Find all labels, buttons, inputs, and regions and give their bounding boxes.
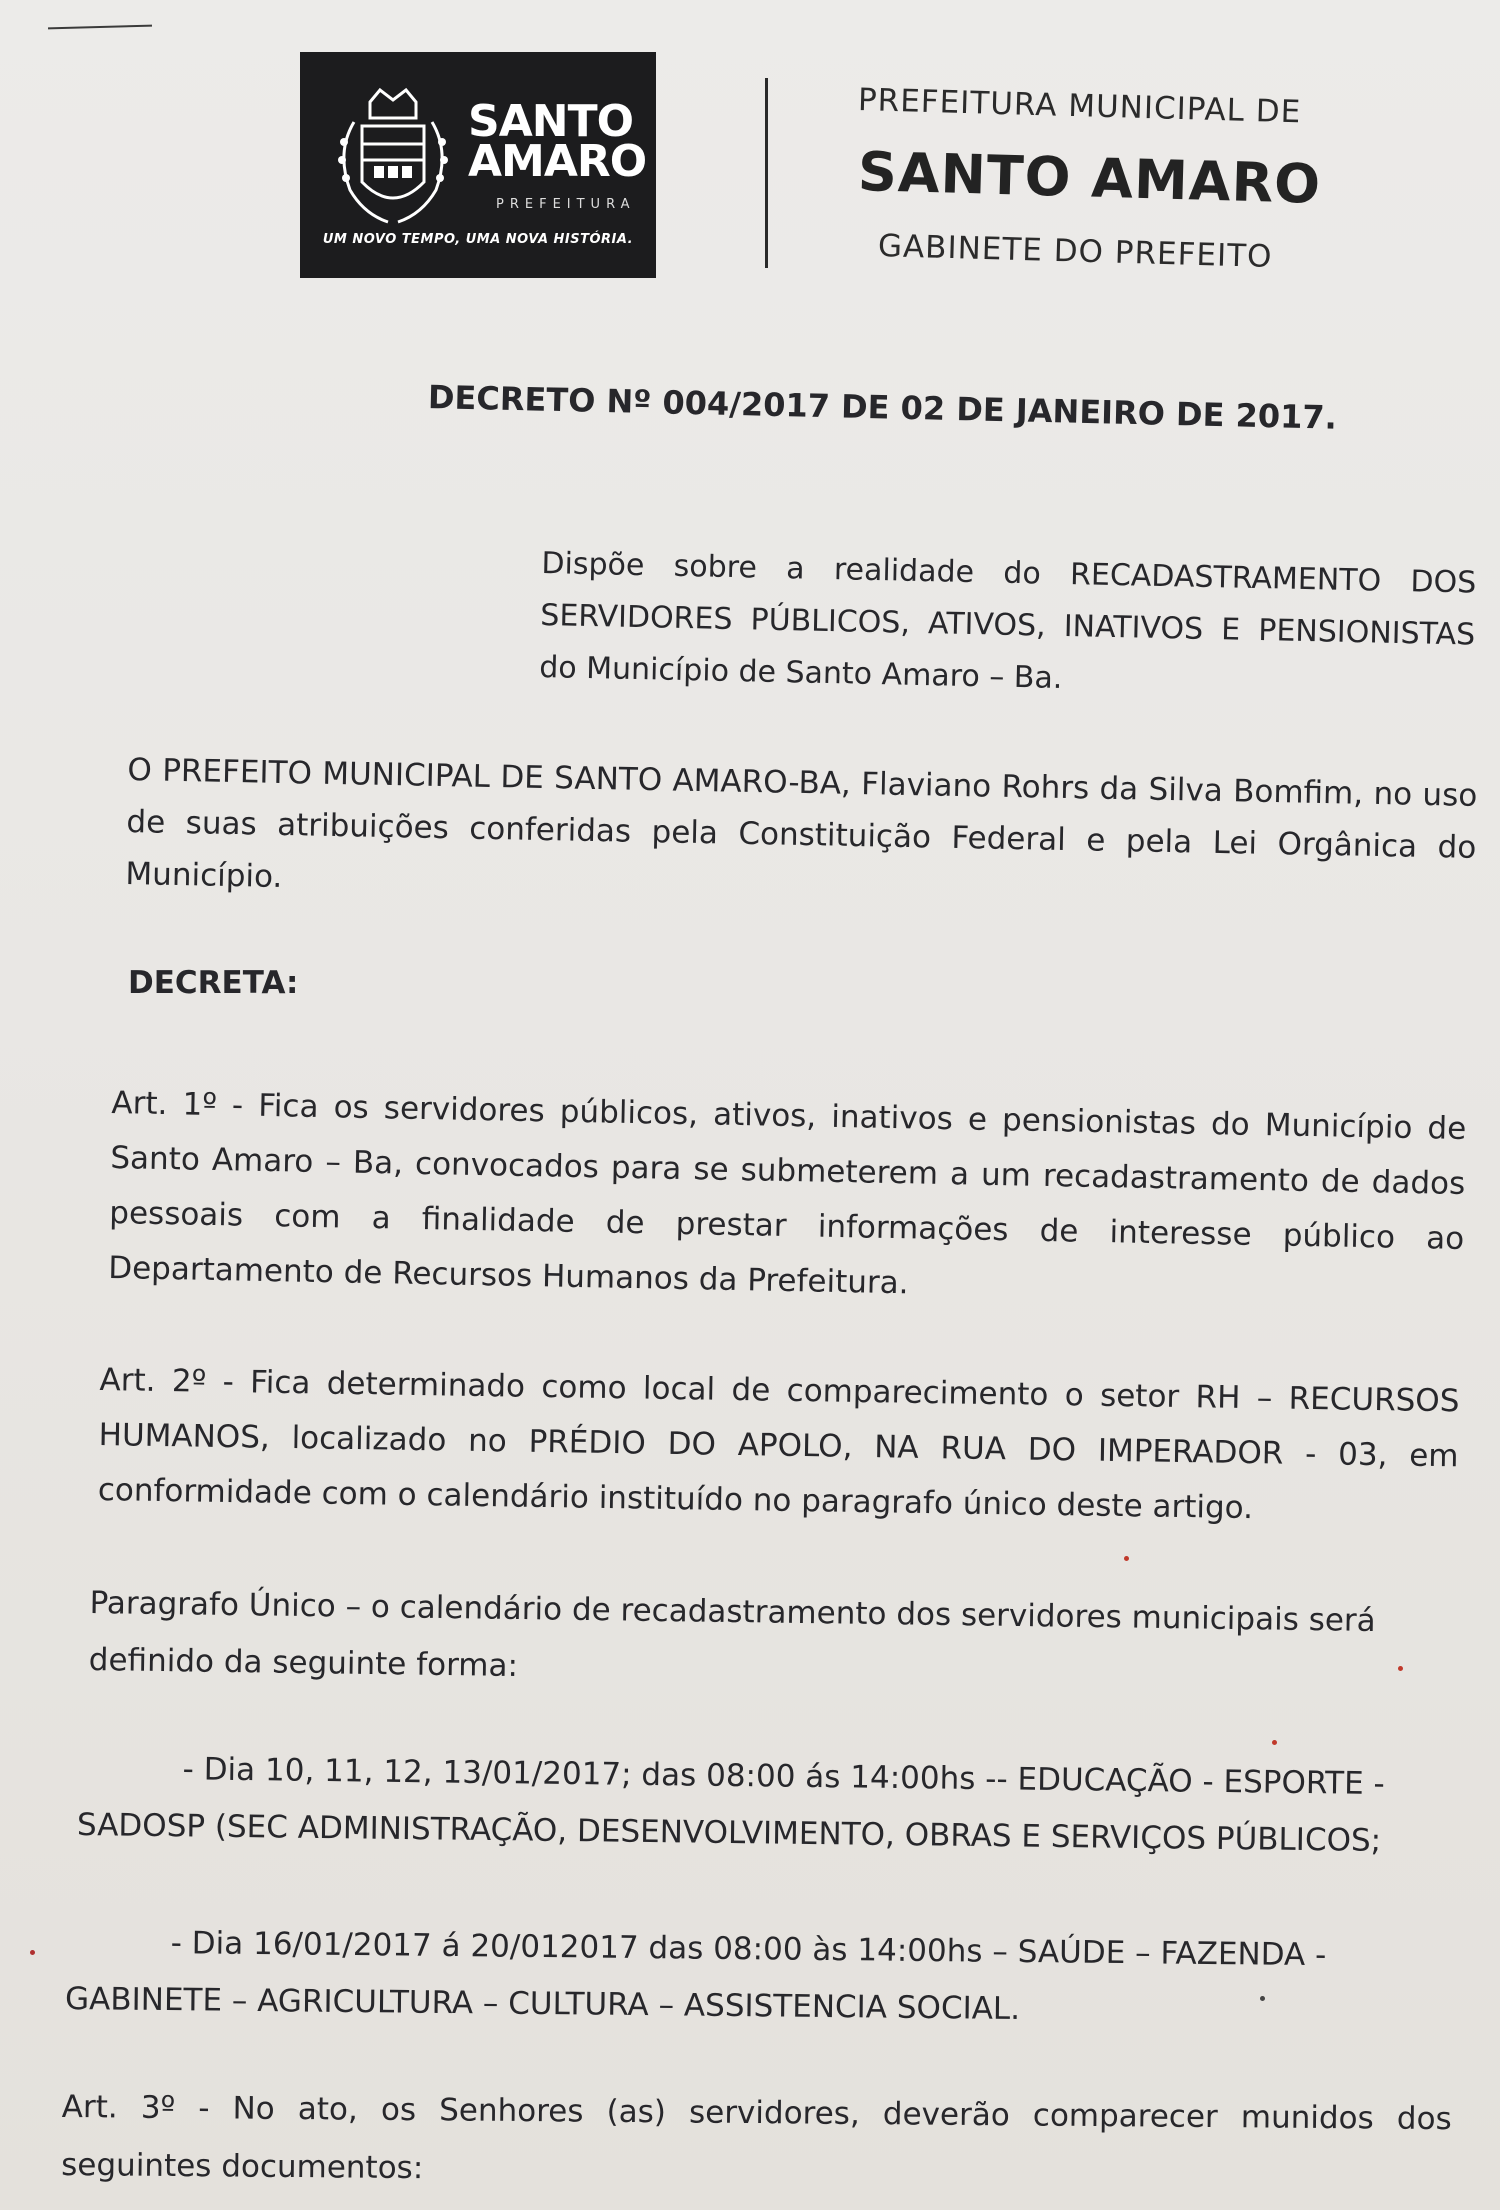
paper-speck (1260, 1996, 1265, 2001)
paper-speck (1124, 1556, 1129, 1561)
schedule-item-2-line1: - Dia 16/01/2017 á 20/012017 das 08:00 às 14:00hs – SAÚDE – FAZENDA - (170, 1925, 1327, 1974)
decree-preamble: O PREFEITO MUNICIPAL DE SANTO AMARO-BA, Flaviano Rohrs da Silva Bomfim, no uso de suas atribuições conferidas pela Constituição Federal e pela Lei Orgânica do Município. (125, 751, 1478, 895)
logo-subtitle: PREFEITURA (496, 197, 636, 212)
decree-title: DECRETO Nº 004/2017 DE 02 DE JANEIRO DE 2017. (427, 378, 1338, 437)
paper-speck (1398, 1666, 1403, 1671)
logo-name (468, 96, 648, 187)
schedule-item-1-line2: SADOSP (SEC ADMINISTRAÇÃO, DESENVOLVIMENTO, OBRAS E SERVIÇOS PÚBLICOS; (76, 1806, 1382, 1859)
schedule-item-2 (65, 1914, 1456, 2043)
article-2: Art. 2º - Fica determinado como local de comparecimento o setor RH – RECURSOS HUMANOS, localizado no PRÉDIO DO APOLO, NA RUA DO IMPERADOR - 03, em conformidade com o calendário instituído no paragrafo único deste artigo. (97, 1361, 1460, 1527)
paper-speck (30, 1950, 35, 1955)
pen-mark (48, 25, 152, 30)
org-department: GABINETE DO PREFEITO (877, 228, 1273, 276)
decree-ementa: Dispõe sobre a realidade do RECADASTRAMENTO DOS SERVIDORES PÚBLICOS, ATIVOS, INATIVOS E PENSIONISTAS do Município de Santo Amaro – Ba. (538, 545, 1477, 696)
article-3: Art. 3º - No ato, os Senhores (as) servidores, deverão comparecer munidos dos seguintes documentos: (61, 2088, 1452, 2187)
paragrafo-unico: Paragrafo Único – o calendário de recadastramento dos servidores municipais será definido da seguinte forma: (88, 1584, 1376, 1684)
paper-speck (1272, 1740, 1277, 1745)
org-name-line1: PREFEITURA MUNICIPAL DE (857, 82, 1302, 131)
logo-slogan: UM NOVO TEMPO, UMA NOVA HISTÓRIA. (322, 232, 634, 247)
coat-of-arms-icon (330, 82, 456, 232)
schedule-item-1 (77, 1740, 1458, 1871)
santo-amaro-logo (300, 52, 656, 278)
schedule-item-1-line1: - Dia 10, 11, 12, 13/01/2017; das 08:00 ás 14:00hs -- EDUCAÇÃO - ESPORTE - (182, 1751, 1385, 1802)
org-name-line2: SANTO AMARO (857, 140, 1322, 216)
article-1: Art. 1º - Fica os servidores públicos, ativos, inativos e pensionistas do Município de Santo Amaro – Ba, convocados para se submeterem a um recadastramento de dados pessoais com a finalidade de prestar informações de interesse público ao Departamento de Recursos Humanos da Prefeitura. (107, 1084, 1467, 1302)
header-divider (765, 78, 768, 268)
schedule-item-2-line2: GABINETE – AGRICULTURA – CULTURA – ASSISTENCIA SOCIAL. (64, 1980, 1021, 2027)
decreta-heading: DECRETA: (128, 965, 299, 1001)
logo-name-line1: SANTO (468, 96, 633, 147)
logo-name-line2: AMARO (468, 136, 647, 187)
